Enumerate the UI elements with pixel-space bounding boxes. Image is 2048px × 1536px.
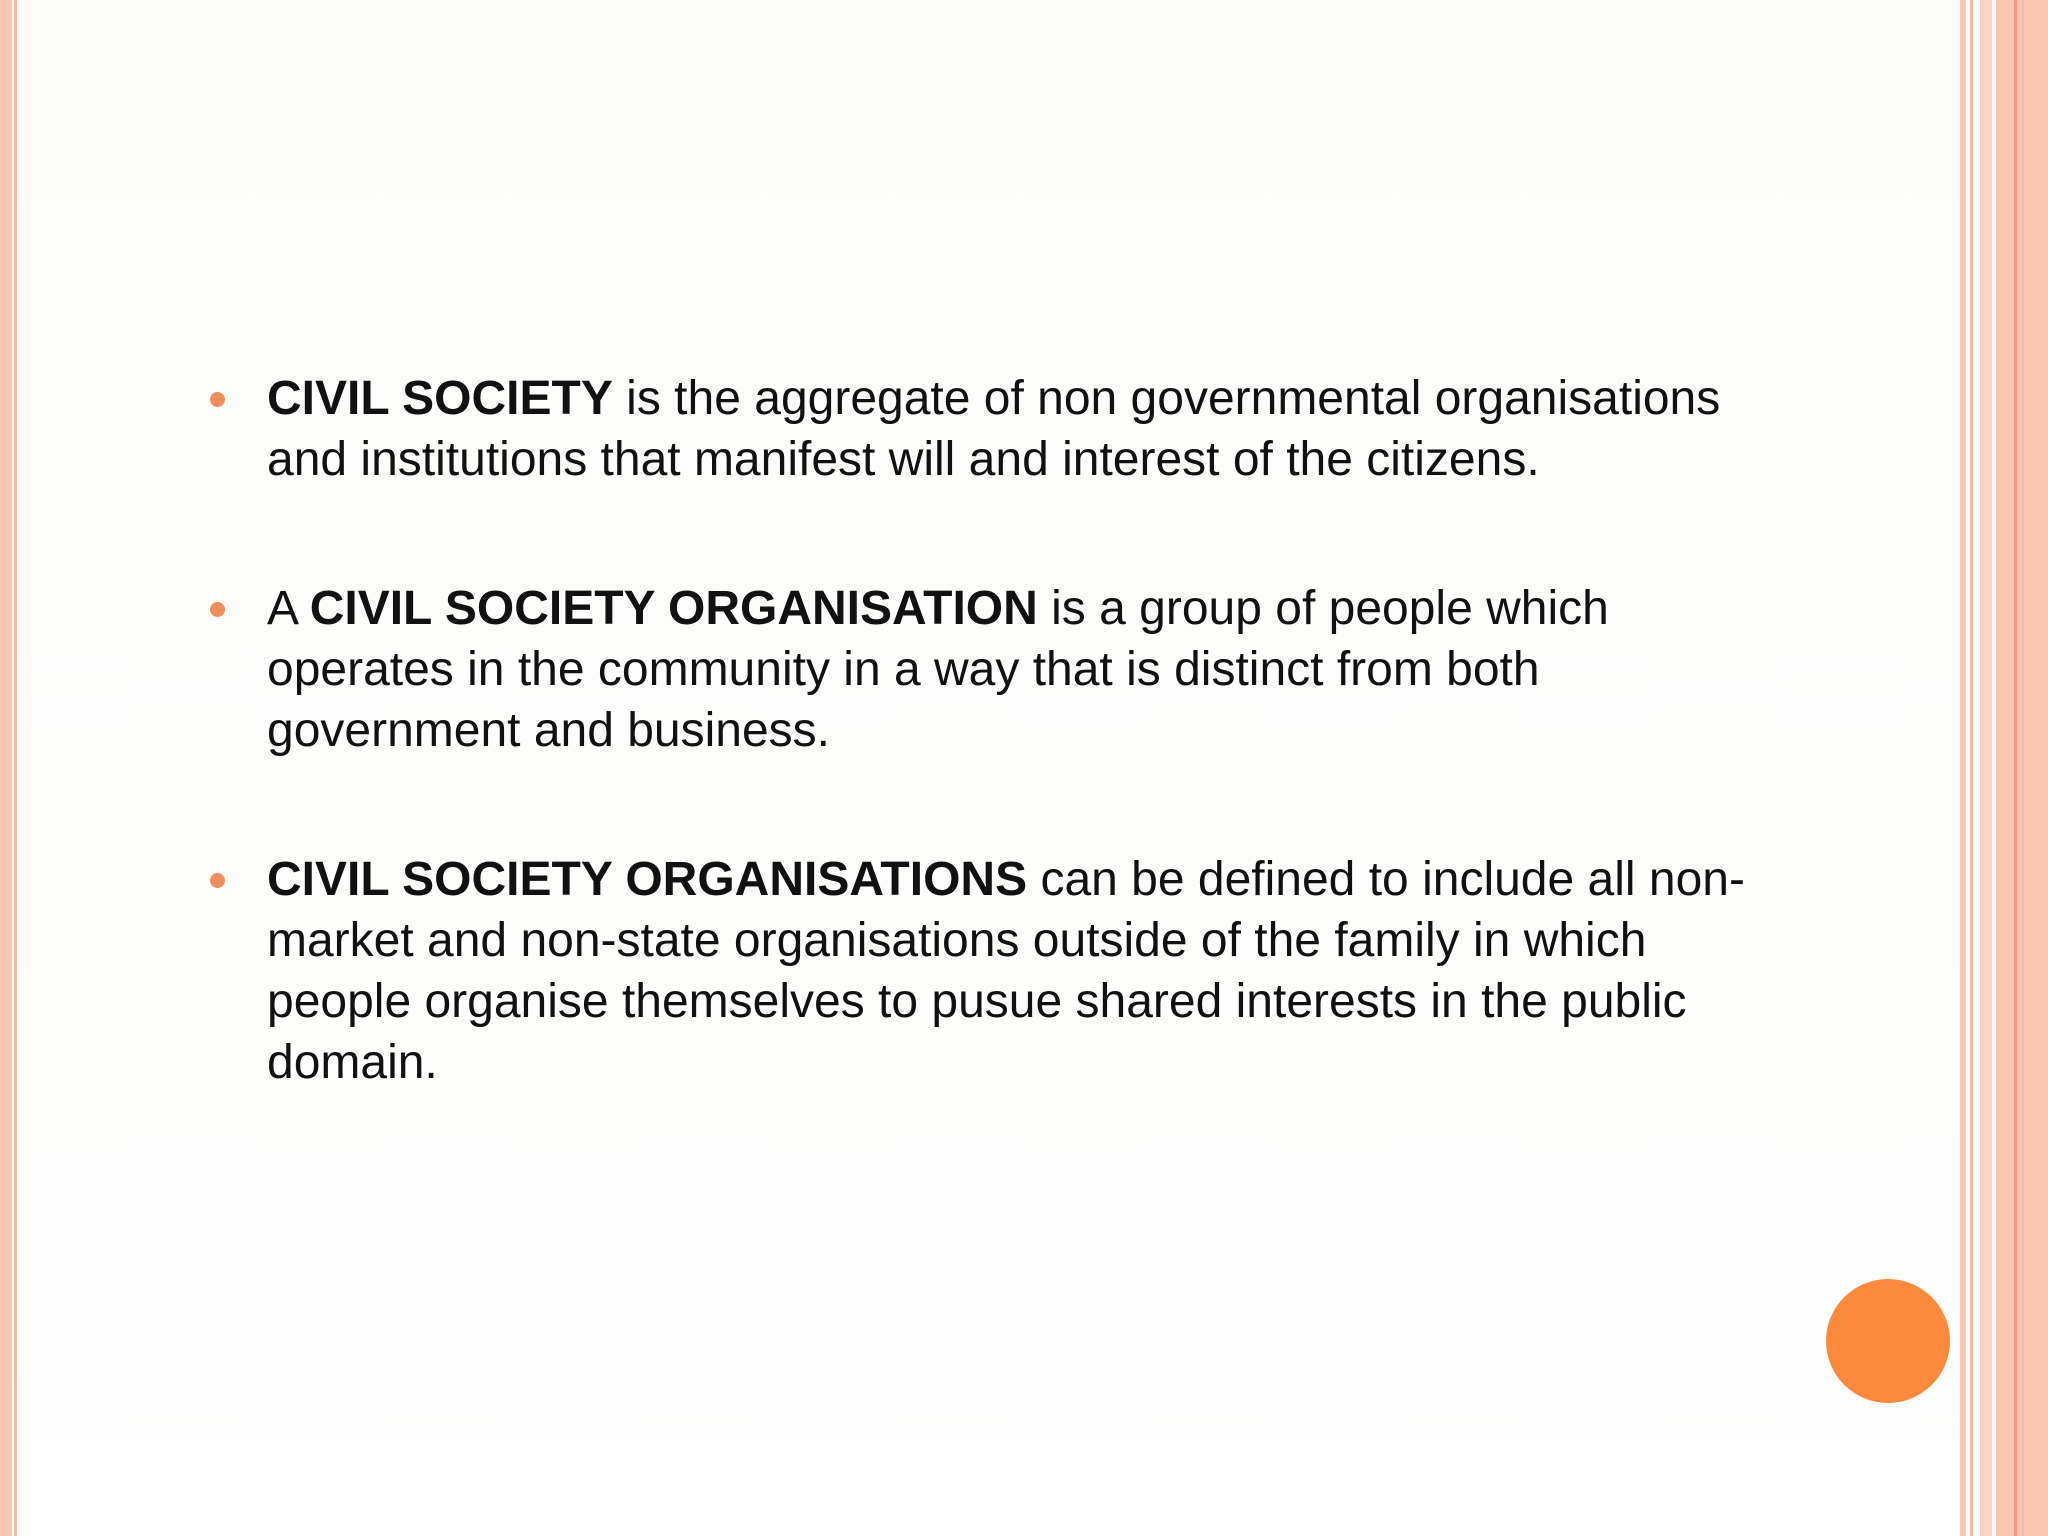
right-border-line — [2014, 0, 2017, 1536]
right-border-line — [1970, 0, 1973, 1536]
bullet-text: is a group of people which operates in the community in a way that is distinct from both government and business. — [267, 582, 1609, 757]
bullet-term: CIVIL SOCIETY — [267, 372, 613, 425]
right-border-line — [2022, 0, 2024, 1536]
bullet-text: can be defined to include all non-market and non-state organisations outside of the family in which people organise themselves to pusue shared interests in the public domain. — [267, 853, 1745, 1089]
bullet-dot-icon — [210, 873, 225, 888]
bullet-item-civil-society-organisations — [210, 849, 1770, 1093]
bullet-dot-icon — [210, 392, 225, 407]
bullet-dot-icon — [210, 602, 225, 617]
bullet-item-civil-society — [210, 368, 1770, 490]
bullet-term: CIVIL SOCIETY ORGANISATION — [309, 582, 1038, 635]
left-border-line — [14, 0, 17, 1536]
bullet-item-civil-society-organisation — [210, 578, 1770, 761]
bullet-text: is the aggregate of non governmental organisations and institutions that manifest will and interest of the citizens. — [267, 372, 1721, 486]
right-border-stripe — [1980, 0, 1992, 1536]
bullet-list — [210, 368, 1770, 1093]
bullet-term: CIVIL SOCIETY ORGANISATIONS — [267, 853, 1028, 906]
decorative-circle — [1826, 1279, 1950, 1403]
left-border-stripe — [0, 0, 12, 1536]
right-border-stripe — [1960, 0, 1966, 1536]
bullet-prefix: A — [267, 582, 310, 635]
